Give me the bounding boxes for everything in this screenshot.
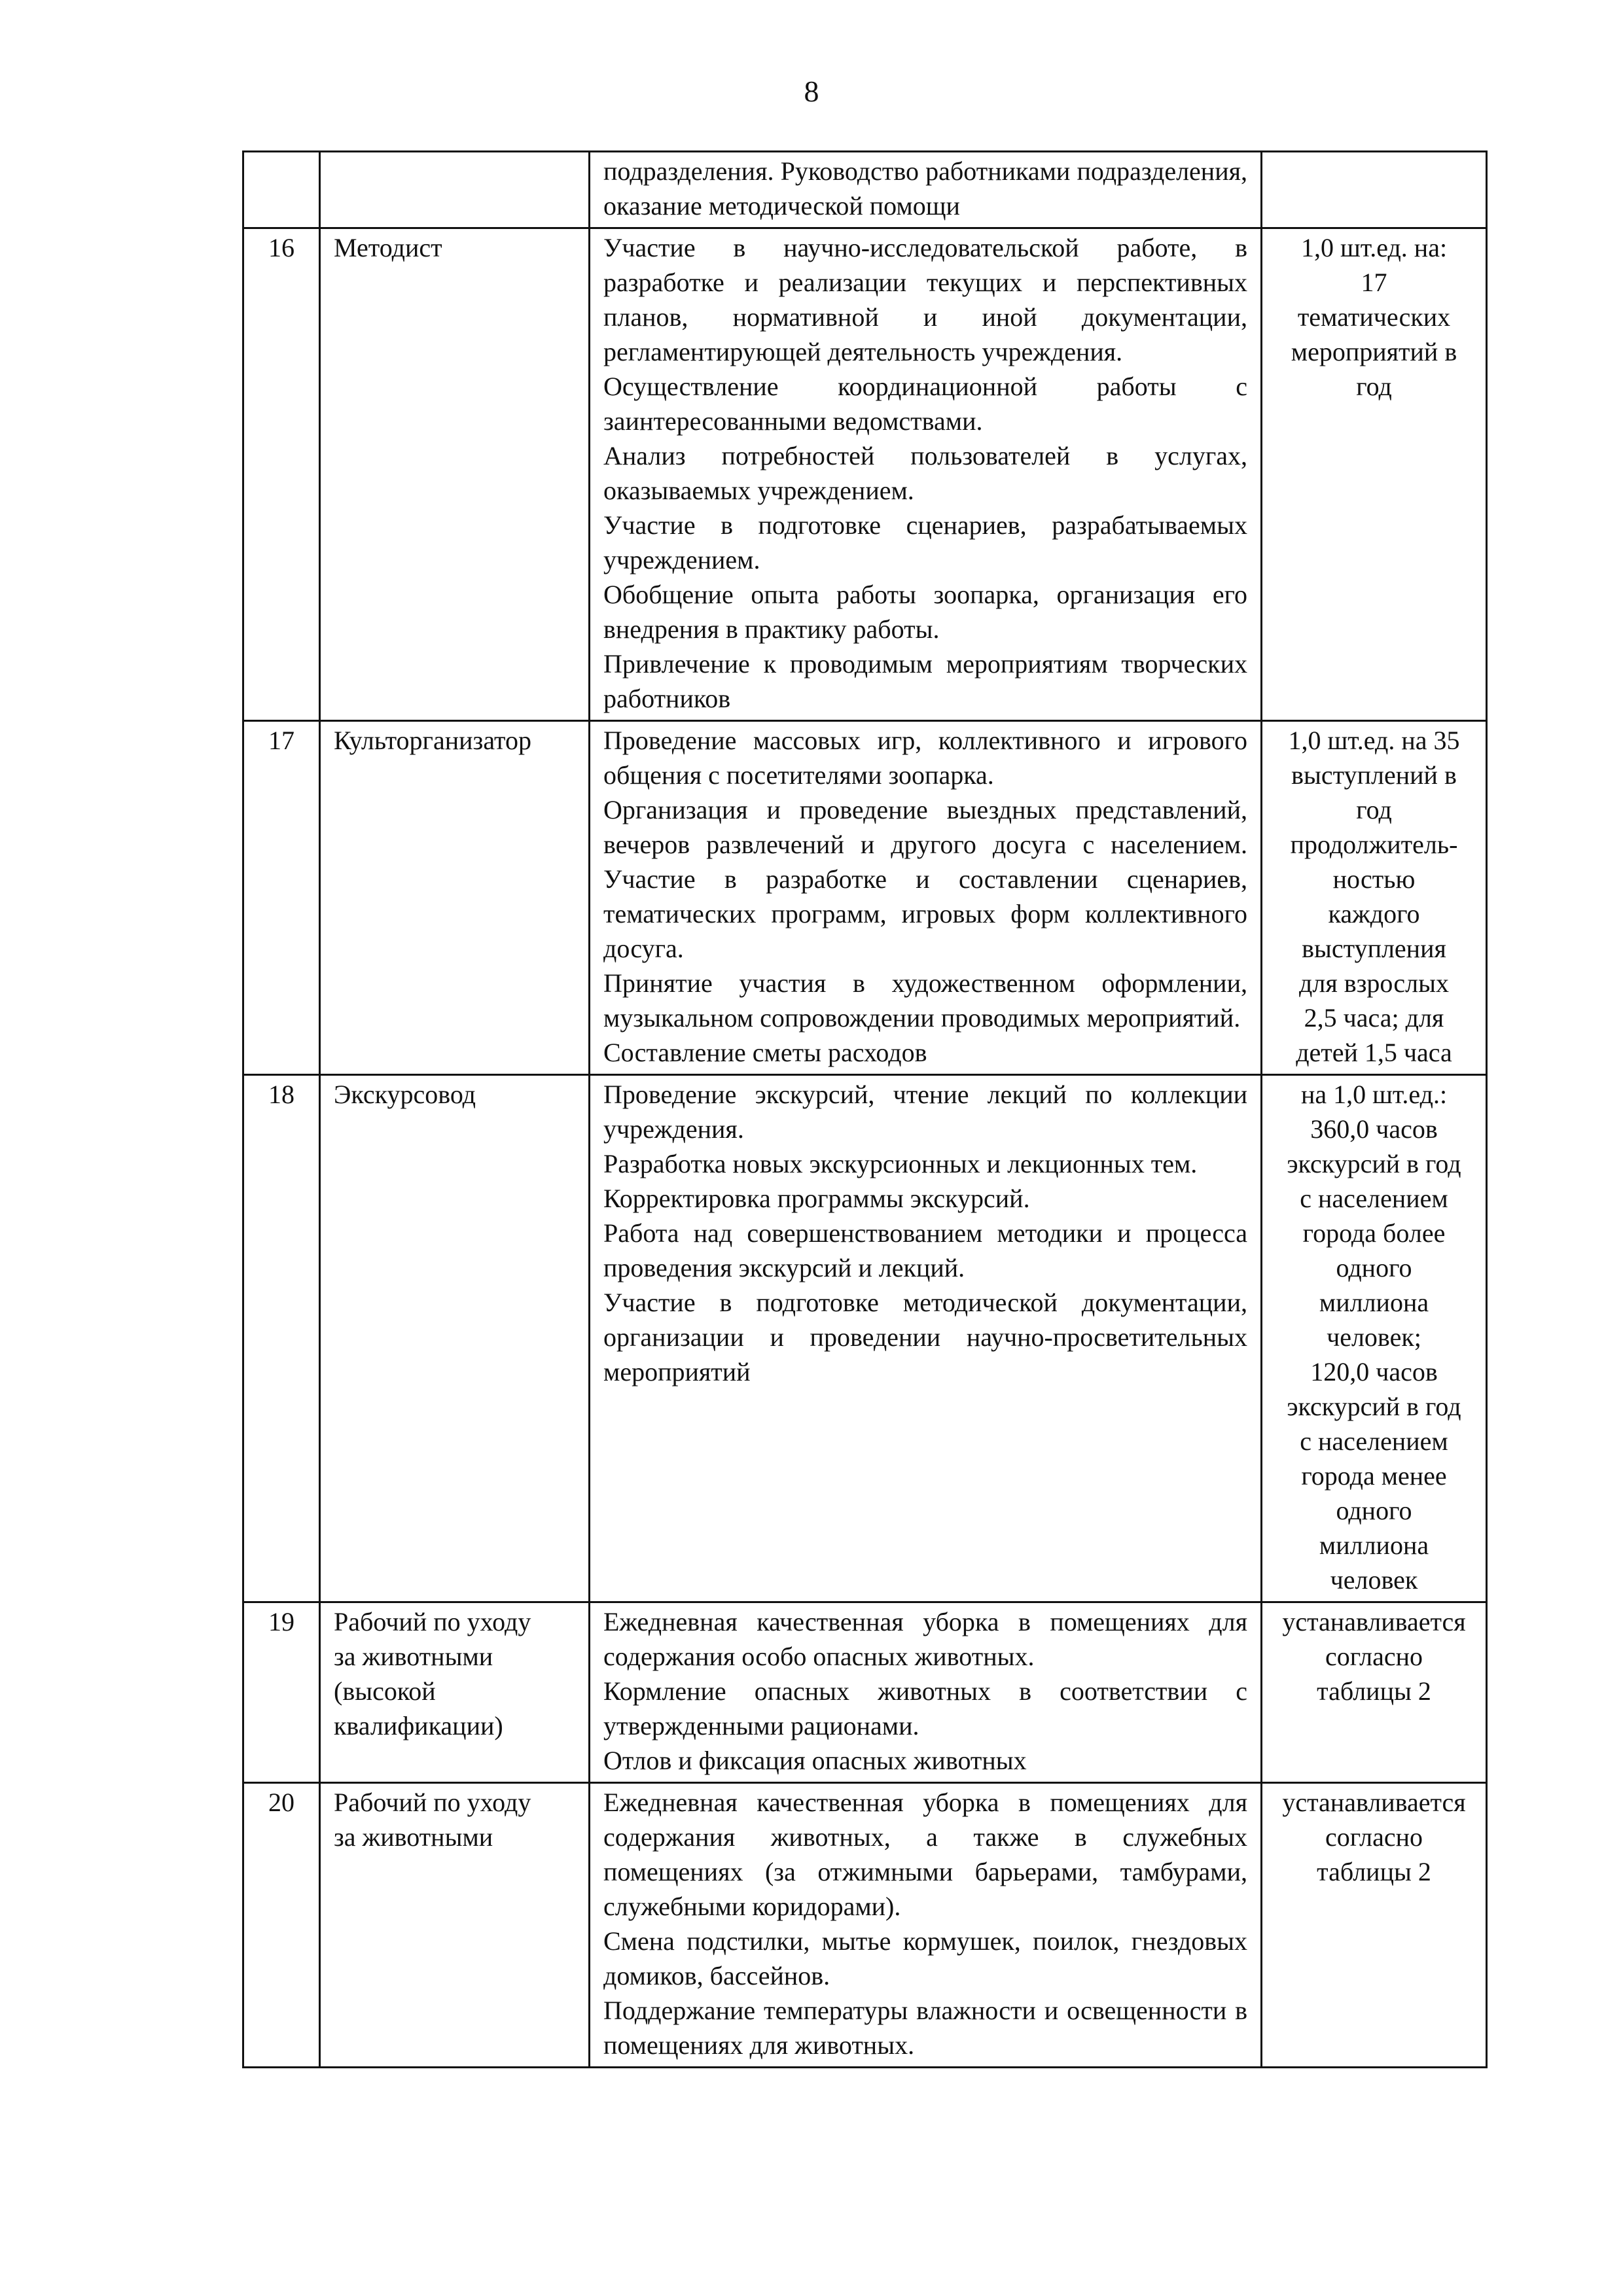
staffing-norm-cell [1262,152,1487,228]
norm-line: год [1356,372,1392,401]
position-line: Методист [334,233,442,262]
staffing-table [242,150,1488,2068]
norm-line: 120,0 часов [1310,1357,1438,1386]
duty-paragraph: Поддержание температуры влажности и освещенности в помещениях для животных. [603,1996,1247,2060]
norm-line: с населением [1300,1184,1448,1213]
norm-line: устанавливается [1282,1607,1466,1636]
position-cell [320,721,590,1075]
norm-line: согласно [1325,1822,1423,1852]
duty-paragraph: Участие в подготовке сценариев, разрабатываемых учреждением. [603,510,1247,574]
norm-line: таблицы 2 [1317,1857,1431,1886]
staffing-norm-cell [1262,228,1487,721]
position-line: Экскурсовод [334,1080,476,1109]
norm-line: города менее [1301,1461,1447,1491]
duties-cell [590,1602,1262,1783]
norm-line: с населением [1300,1426,1448,1456]
norm-line: продолжитель- [1290,830,1458,859]
position-cell [320,1075,590,1602]
norm-line: устанавливается [1282,1788,1466,1817]
norm-line: города более [1302,1218,1446,1248]
norm-line: 17 [1361,268,1387,297]
norm-line: год [1356,795,1392,824]
row-number-cell: 17 [243,721,320,1075]
table-row [243,1783,1487,2068]
duty-paragraph: Составление сметы расходов [603,1038,927,1067]
duties-cell [590,721,1262,1075]
position-cell [320,228,590,721]
table-body [243,152,1487,2068]
norm-line: 2,5 часа; для [1304,1003,1444,1033]
position-cell [320,152,590,228]
position-line: Рабочий по уходу [334,1788,531,1817]
norm-line: миллиона [1319,1530,1429,1560]
duty-paragraph: Анализ потребностей пользователей в услугах, оказываемых учреждением. [603,441,1247,505]
staffing-norm-cell [1262,1783,1487,2068]
position-line: Рабочий по уходу [334,1607,531,1636]
duty-paragraph: Разработка новых экскурсионных и лекционных тем. [603,1149,1198,1178]
row-number-cell: 18 [243,1075,320,1602]
duty-paragraph: Обобщение опыта работы зоопарка, организация его внедрения в практику работы. [603,580,1247,644]
row-number-cell: 19 [243,1602,320,1783]
row-number-cell: 16 [243,228,320,721]
staffing-norm-cell [1262,1075,1487,1602]
norm-line: для взрослых [1299,968,1449,998]
norm-line: человек [1330,1565,1418,1595]
duty-paragraph: подразделения. Руководство работниками подразделения, оказание методической помощи [603,156,1247,221]
duty-paragraph: Корректировка программы экскурсий. [603,1184,1030,1213]
duty-paragraph: Кормление опасных животных в соответствии с утвержденными рационами. [603,1676,1247,1740]
norm-line: тематических [1297,302,1451,332]
position-line: за животными [334,1642,493,1671]
position-line: (высокой [334,1676,436,1706]
staffing-norm-cell [1262,721,1487,1075]
duty-paragraph: Привлечение к проводимым мероприятиям творческих работников [603,649,1247,713]
duty-paragraph: Проведение экскурсий, чтение лекций по коллекции учреждения. [603,1080,1247,1144]
norm-line: одного [1336,1496,1412,1525]
norm-line: ностью [1332,864,1416,894]
duty-paragraph: Участие в подготовке методической документации, организации и проведении научно-просветительных мероприятий [603,1288,1247,1386]
norm-line: 1,0 шт.ед. на: [1300,233,1448,262]
table-row [243,152,1487,228]
norm-line: таблицы 2 [1317,1676,1431,1706]
duty-paragraph: Участие в научно-исследовательской работе, в разработке и реализации текущих и перспективных планов, нормативной и иной документации, регламентирующей деятельность учреждения. [603,233,1247,366]
row-number-cell [243,152,320,228]
duty-paragraph: Принятие участия в художественном оформлении, музыкальном сопровождении проводимых мероприятий. [603,968,1247,1033]
duty-paragraph: Работа над совершенствованием методики и процесса проведения экскурсий и лекций. [603,1218,1247,1282]
norm-line: одного [1336,1253,1412,1282]
norm-line: выступления [1302,934,1446,963]
norm-line: согласно [1325,1642,1423,1671]
table-row [243,1075,1487,1602]
norm-line: детей 1,5 часа [1296,1038,1452,1067]
norm-line: на 1,0 шт.ед.: [1300,1080,1448,1109]
duty-paragraph: Ежедневная качественная уборка в помещениях для содержания особо опасных животных. [603,1607,1247,1671]
norm-line: выступлений в [1291,760,1457,790]
norm-line: человек; [1327,1322,1421,1352]
duties-cell [590,1783,1262,2068]
duties-cell [590,152,1262,228]
duty-paragraph: Организация и проведение выездных представлений, вечеров развлечений и другого досуга с населением. Участие в разработке и составлении сценариев, тематических программ, игровых форм коллективного досуга. [603,795,1247,963]
table-row [243,228,1487,721]
table-row [243,721,1487,1075]
norm-line: каждого [1328,899,1420,928]
norm-line: экскурсий в год [1287,1149,1461,1178]
norm-line: мероприятий в [1291,337,1457,366]
position-line: за животными [334,1822,493,1852]
row-number-cell: 20 [243,1783,320,2068]
position-line: квалификации) [334,1711,503,1740]
duty-paragraph: Проведение массовых игр, коллективного и игрового общения с посетителями зоопарка. [603,726,1247,790]
position-cell [320,1783,590,2068]
position-cell [320,1602,590,1783]
table-row [243,1602,1487,1783]
norm-line: 360,0 часов [1310,1114,1438,1144]
duty-paragraph: Осуществление координационной работы с заинтересованными ведомствами. [603,372,1247,436]
duty-paragraph: Смена подстилки, мытье кормушек, поилок, гнездовых домиков, бассейнов. [603,1926,1247,1990]
duties-cell [590,228,1262,721]
norm-line: экскурсий в год [1287,1392,1461,1421]
duty-paragraph: Отлов и фиксация опасных животных [603,1746,1027,1775]
duty-paragraph: Ежедневная качественная уборка в помещениях для содержания животных, а также в служебных помещениях (за отжимными барьерами, тамбурами, служебными коридорами). [603,1788,1247,1921]
page-number: 8 [804,75,819,108]
norm-line: 1,0 шт.ед. на 35 [1288,726,1460,755]
position-line: Культорганизатор [334,726,531,755]
duties-cell [590,1075,1262,1602]
norm-line: миллиона [1319,1288,1429,1317]
staffing-norm-cell [1262,1602,1487,1783]
